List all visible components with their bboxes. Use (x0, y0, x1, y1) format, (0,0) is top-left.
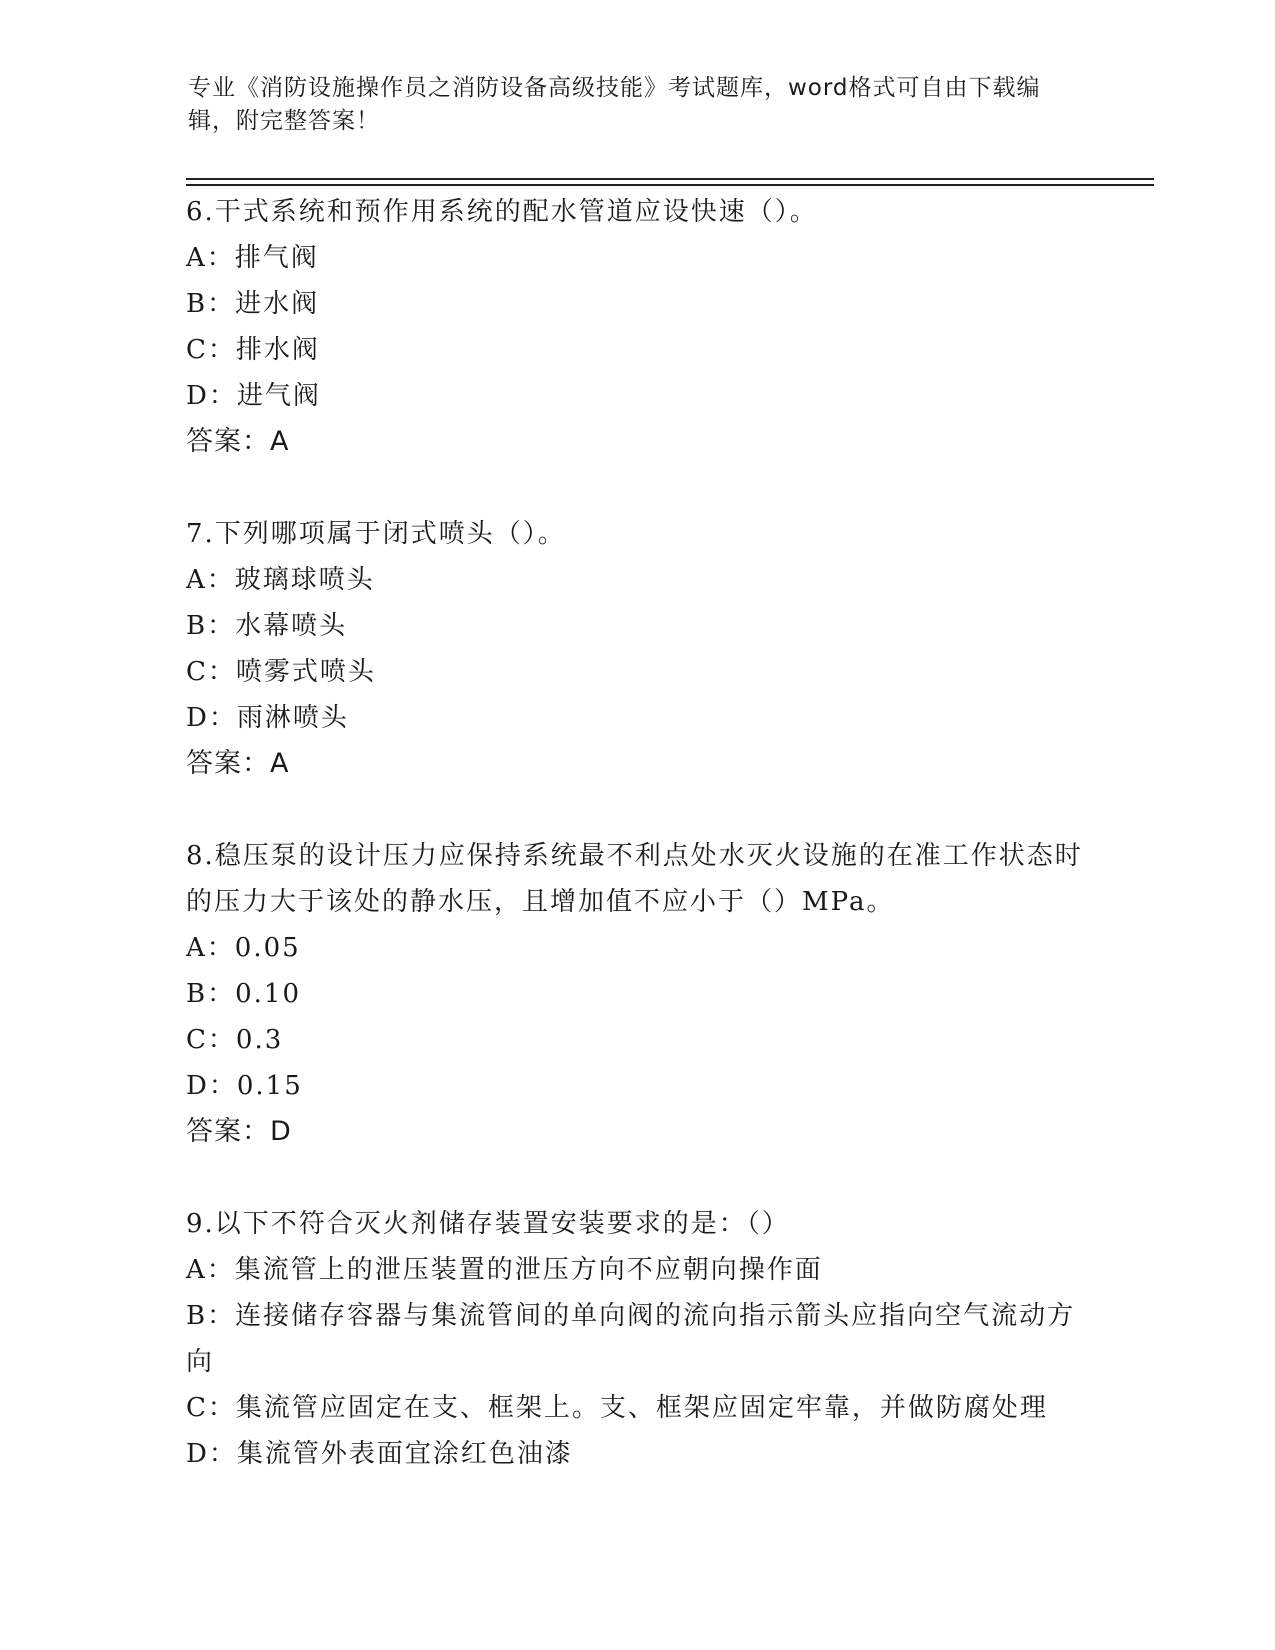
question-stem: 8.稳压泵的设计压力应保持系统最不利点处水灭火设施的在准工作状态时的压力大于该处的静水压，且增加值不应小于（）MPa。 (186, 841, 1083, 917)
option-c (186, 327, 1086, 373)
header-divider-top (186, 178, 1154, 180)
option-a (186, 235, 1086, 281)
option-c (186, 1017, 1086, 1063)
option-text: 雨淋喷头 (236, 703, 349, 733)
option-d (186, 373, 1086, 419)
option-letter: D： (186, 703, 237, 733)
option-text: 集流管上的泄压装置的泄压方向不应朝向操作面 (234, 1255, 823, 1285)
option-b (186, 281, 1086, 327)
option-a (186, 1247, 1086, 1293)
option-letter: D： (186, 381, 237, 411)
option-b (186, 1293, 1086, 1385)
option-letter: A： (186, 1255, 235, 1285)
option-d (186, 1063, 1086, 1109)
option-b (186, 971, 1086, 1017)
option-text: 0.15 (236, 1071, 303, 1101)
option-b (186, 603, 1086, 649)
question-6 (186, 189, 1086, 465)
option-letter: B： (186, 289, 236, 319)
option-text: 喷雾式喷头 (235, 657, 376, 687)
option-letter: C： (186, 657, 236, 687)
question-9 (186, 1201, 1086, 1477)
question-list (186, 189, 1086, 1523)
option-c (186, 649, 1086, 695)
option-text: 排水阀 (235, 335, 320, 365)
option-text: 集流管应固定在支、框架上。支、框架应固定牢靠，并做防腐处理 (235, 1393, 1048, 1423)
option-text: 进水阀 (235, 289, 320, 319)
option-letter: B： (186, 1301, 236, 1331)
option-letter: D： (186, 1439, 237, 1469)
option-d (186, 695, 1086, 741)
option-text: 玻璃球喷头 (234, 565, 375, 595)
option-c (186, 1385, 1086, 1431)
option-text: 0.3 (235, 1025, 284, 1055)
option-letter: B： (186, 979, 236, 1009)
option-a (186, 557, 1086, 603)
option-letter: C： (186, 335, 236, 365)
option-letter: A： (186, 565, 235, 595)
option-text: 进气阀 (236, 381, 321, 411)
answer-line: 答案：D (186, 1116, 292, 1147)
option-text: 连接储存容器与集流管间的单向阀的流向指示箭头应指向空气流动方向 (186, 1301, 1076, 1377)
option-text: 水幕喷头 (235, 611, 348, 641)
document-header-intro: 专业《消防设施操作员之消防设备高级技能》考试题库，word格式可自由下载编辑，附完整答案！ (188, 75, 1041, 134)
option-text: 集流管外表面宜涂红色油漆 (236, 1439, 573, 1469)
question-stem: 7.下列哪项属于闭式喷头（）。 (186, 519, 566, 549)
option-a (186, 925, 1086, 971)
option-letter: C： (186, 1025, 236, 1055)
option-text: 0.05 (234, 933, 301, 963)
question-8 (186, 833, 1086, 1155)
option-d (186, 1431, 1086, 1477)
option-letter: D： (186, 1071, 237, 1101)
answer-line: 答案：A (186, 426, 290, 457)
question-7 (186, 511, 1086, 787)
option-text: 0.10 (235, 979, 301, 1009)
answer-line: 答案：A (186, 748, 290, 779)
option-letter: C： (186, 1393, 236, 1423)
question-stem: 6.干式系统和预作用系统的配水管道应设快速（）。 (186, 197, 818, 227)
option-text: 排气阀 (234, 243, 319, 273)
option-letter: A： (186, 933, 235, 963)
option-letter: B： (186, 611, 236, 641)
option-letter: A： (186, 243, 235, 273)
question-stem: 9.以下不符合灭火剂储存装置安装要求的是：（） (186, 1209, 790, 1239)
header-divider-bottom (186, 184, 1154, 186)
